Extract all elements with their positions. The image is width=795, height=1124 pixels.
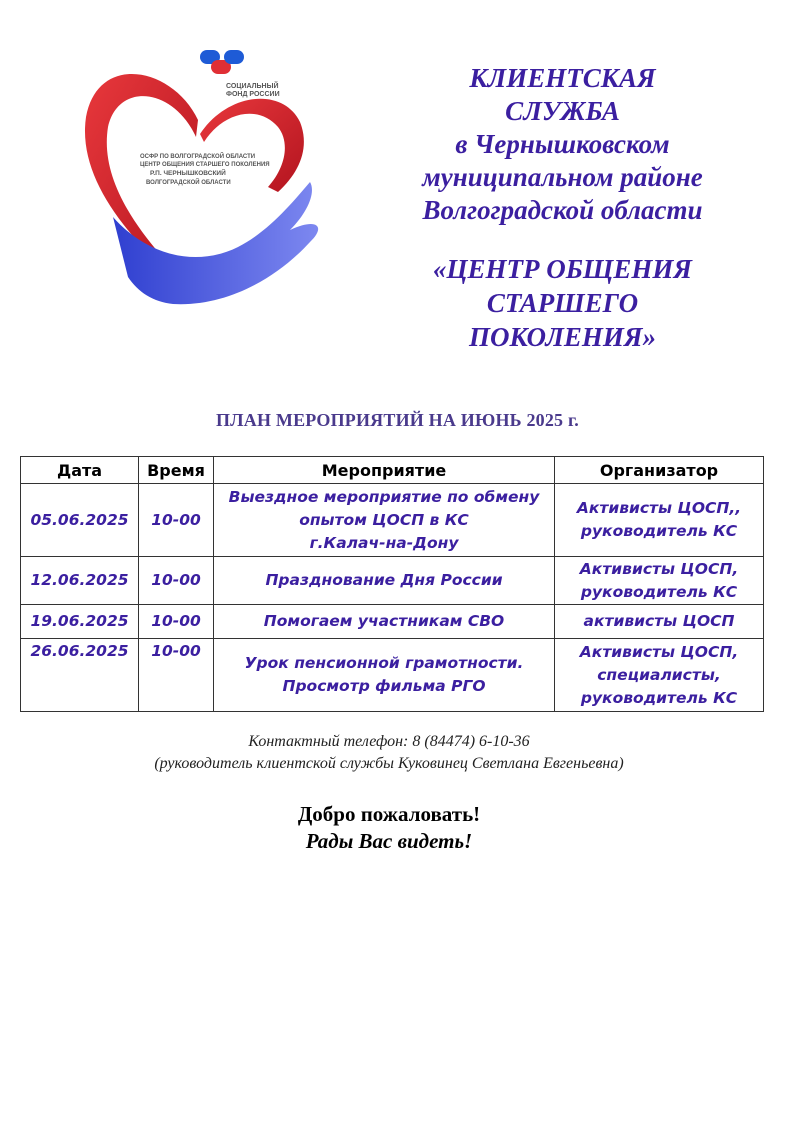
logo-line-2: ЦЕНТР ОБЩЕНИЯ СТАРШЕГО ПОКОЛЕНИЯ bbox=[140, 162, 270, 168]
center-title bbox=[380, 252, 745, 354]
event-line: Празднование Дня России bbox=[265, 571, 503, 589]
service-title bbox=[380, 62, 745, 227]
table-row bbox=[21, 639, 764, 712]
row-organizer bbox=[555, 484, 764, 557]
event-line: Помогаем участникам СВО bbox=[263, 612, 505, 630]
row-time: 10-00 bbox=[139, 484, 214, 557]
heart-right-shape bbox=[200, 99, 304, 192]
welcome-line-2: Рады Вас видеть! bbox=[305, 829, 473, 853]
row-time: 10-00 bbox=[139, 605, 214, 639]
table-row bbox=[21, 557, 764, 605]
title-line: Волгоградской области bbox=[422, 195, 703, 225]
sfr-brand-icon bbox=[200, 50, 244, 74]
event-line: опытом ЦОСП в КС bbox=[299, 510, 469, 529]
logo-line-1: ОСФР ПО ВОЛГОГРАДСКОЙ ОБЛАСТИ bbox=[140, 154, 256, 160]
hand-shape bbox=[113, 182, 318, 304]
events-table bbox=[20, 456, 764, 712]
title-line: СЛУЖБА bbox=[505, 96, 620, 126]
table-header-row bbox=[21, 457, 764, 484]
row-date: 26.06.2025 bbox=[21, 639, 139, 712]
logo-line-4: ВОЛГОГРАДСКОЙ ОБЛАСТИ bbox=[146, 180, 231, 186]
header-date: Дата bbox=[21, 457, 139, 484]
center-title-line: «ЦЕНТР ОБЩЕНИЯ bbox=[433, 254, 692, 284]
row-event bbox=[214, 557, 555, 605]
row-organizer bbox=[555, 557, 764, 605]
header-organizer: Организатор bbox=[555, 457, 764, 484]
row-event bbox=[214, 605, 555, 639]
organizer-line: специалисты, bbox=[597, 665, 721, 684]
title-line: КЛИЕНТСКАЯ bbox=[469, 63, 656, 93]
row-date: 19.06.2025 bbox=[21, 605, 139, 639]
contact-person: (руководитель клиентской службы Куковинец Светлана Евгеньевна) bbox=[154, 755, 624, 772]
header-event: Мероприятие bbox=[214, 457, 555, 484]
sfr-center-logo bbox=[78, 42, 328, 317]
row-date: 12.06.2025 bbox=[21, 557, 139, 605]
logo-brand-line1: СОЦИАЛЬНЫЙ bbox=[226, 83, 279, 90]
header-time: Время bbox=[139, 457, 214, 484]
welcome-message bbox=[0, 801, 778, 855]
organizer-line: Активисты ЦОСП, bbox=[579, 642, 739, 661]
contact-phone: Контактный телефон: 8 (84474) 6-10-36 bbox=[248, 733, 530, 750]
row-event bbox=[214, 484, 555, 557]
logo-line-3: Р.П. ЧЕРНЫШКОВСКИЙ bbox=[150, 170, 226, 177]
title-line: в Чернышковском bbox=[455, 129, 670, 159]
organizer-line: руководитель КС bbox=[580, 688, 738, 707]
organizer-line: руководитель КС bbox=[580, 582, 738, 601]
organizer-line: Активисты ЦОСП, bbox=[579, 559, 739, 578]
event-line: Урок пенсионной грамотности. bbox=[244, 654, 524, 672]
welcome-line-1: Добро пожаловать! bbox=[297, 802, 481, 826]
organizer-line: руководитель КС bbox=[580, 522, 738, 540]
title-line: муниципальном районе bbox=[422, 162, 703, 192]
row-date: 05.06.2025 bbox=[21, 484, 139, 557]
row-event bbox=[214, 639, 555, 712]
plan-title: ПЛАН МЕРОПРИЯТИЙ НА ИЮНЬ 2025 г. bbox=[215, 410, 580, 430]
row-organizer bbox=[555, 605, 764, 639]
row-time: 10-00 bbox=[139, 557, 214, 605]
logo-brand-line2: ФОНД РОССИИ bbox=[226, 91, 280, 98]
table-row bbox=[21, 605, 764, 639]
row-time: 10-00 bbox=[139, 639, 214, 712]
organizer-line: активисты ЦОСП bbox=[583, 612, 735, 630]
contact-info bbox=[0, 731, 778, 775]
organizer-line: Активисты ЦОСП,, bbox=[576, 499, 742, 517]
event-line: Просмотр фильма РГО bbox=[282, 677, 486, 695]
table-row bbox=[21, 484, 764, 557]
event-line: Выездное мероприятие по обмену bbox=[228, 487, 540, 506]
row-organizer bbox=[555, 639, 764, 712]
center-title-line: СТАРШЕГО bbox=[486, 288, 639, 318]
event-line: г.Калач-на-Дону bbox=[309, 533, 459, 552]
center-title-line: ПОКОЛЕНИЯ» bbox=[468, 322, 656, 352]
